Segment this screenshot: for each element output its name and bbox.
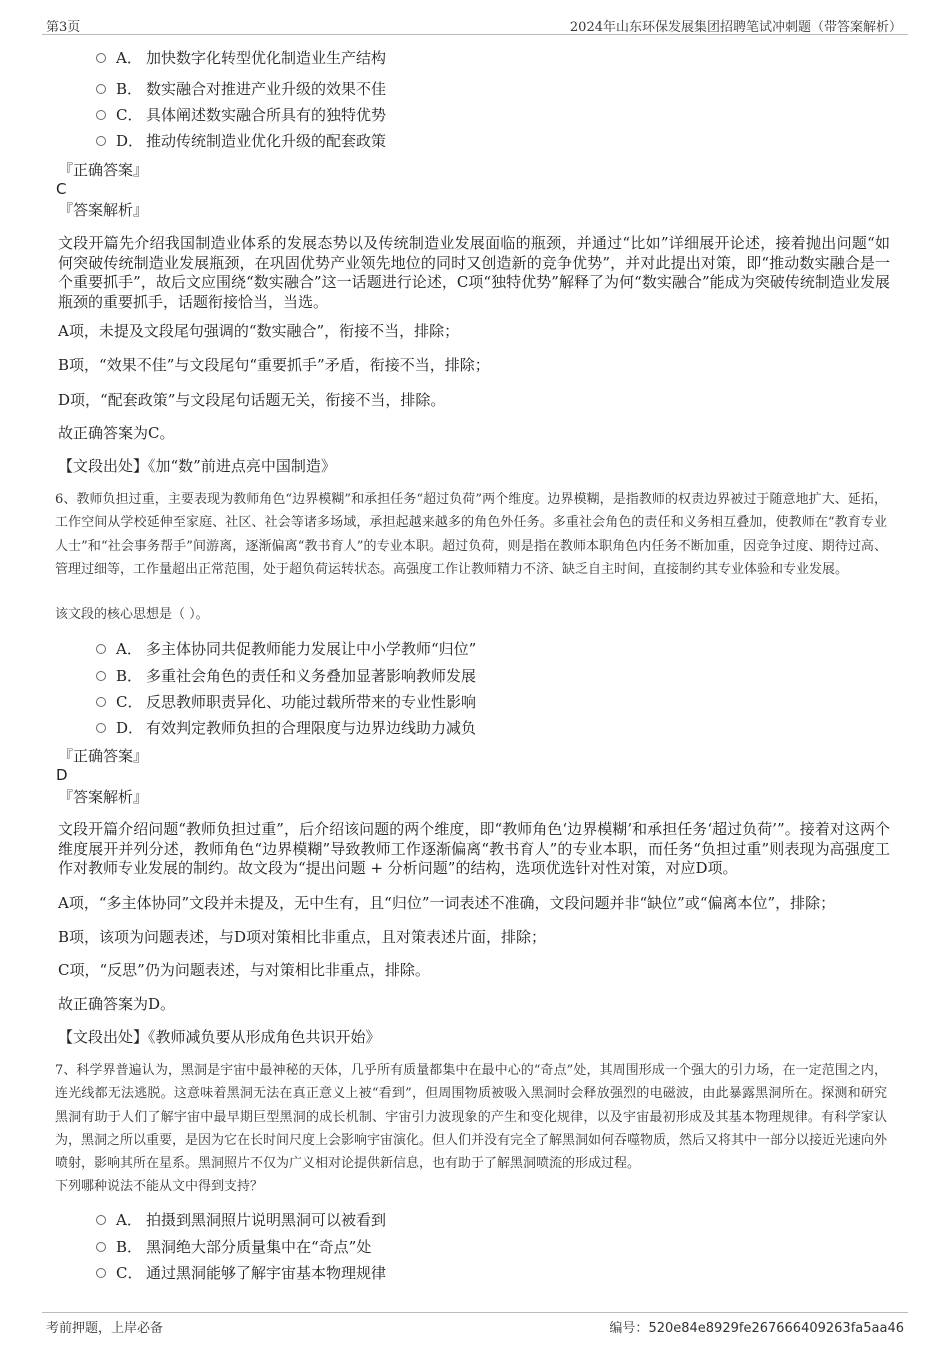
q6-option-c[interactable]: C． 反思教师职责异化、功能过载所带来的专业性影响 — [96, 691, 476, 713]
document-code-label: 编号： — [609, 1321, 649, 1336]
q6-analysis-c: C项，“反思”仍为问题表述，与对策相比非重点，排除。 — [58, 961, 430, 979]
document-code — [609, 1317, 904, 1336]
q7-option-b[interactable]: B． 黑洞绝大部分质量集中在“奇点”处 — [96, 1236, 371, 1258]
q6-answer: D — [56, 766, 68, 784]
q6-option-d[interactable]: D． 有效判定教师负担的合理限度与边界边线助力减负 — [96, 717, 476, 739]
page-number: 第3页 — [46, 20, 81, 35]
radio-icon[interactable] — [96, 697, 106, 707]
radio-icon[interactable] — [96, 671, 106, 681]
q7-question: 下列哪种说法不能从文中得到支持？ — [55, 1179, 264, 1194]
q6-question: 该文段的核心思想是（ ）。 — [55, 607, 209, 622]
radio-icon[interactable] — [96, 110, 106, 120]
page-footer — [42, 1312, 908, 1335]
q5-answer: C — [56, 180, 67, 198]
footer-slogan: 考前押题，上岸必备 — [46, 1321, 164, 1336]
radio-icon[interactable] — [96, 1242, 106, 1252]
q6-stem: 6、教师负担过重，主要表现为教师角色“边界模糊”和承担任务“超过负荷”两个维度。边界模糊，是指教师的权责边界被过于随意地扩大、延拓，工作空间从学校延伸至家庭、社区、社会等诸多场域，承担起越来越多的角色外任务。多重社会角色的责任和义务相互叠加，使教师在“教育专业人士”和“社会事务帮手”间游离，逐渐偏离“教书育人”的专业本职。超过负荷，则是指在教师本职角色内任务不断加重，因竞争过度、期待过高、管理过细等，工作量超出正常范围，处于超负荷运转状态。高强度工作让教师精力不济、缺乏自主时间，直接制约其专业体验和专业发展。 — [55, 492, 887, 577]
q7-stem: 7、科学界普遍认为，黑洞是宇宙中最神秘的天体，几乎所有质量都集中在最中心的“奇点”处，其周围形成一个强大的引力场，在一定范围之内，连光线都无法逃脱。这意味着黑洞无法在真正意义上被“看到”，但周围物质被吸入黑洞时会释放强烈的电磁波，由此暴露黑洞所在。探测和研究黑洞有助于人们了解宇宙中最早期巨型黑洞的成长机制、宇宙引力波现象的产生和变化规律，以及宇宙最初形成及其基本物理规律。有科学家认为，黑洞之所以重要，是因为它在长时间尺度上会影响宇宙演化。但人们并没有完全了解黑洞如何吞噬物质，然后又将其中一部分以接近光速向外喷射，影响其所在星系。黑洞照片不仅为广义相对论提供新信息，也有助于了解黑洞喷流的形成过程。 — [55, 1063, 888, 1172]
q5-conclusion: 故正确答案为C。 — [58, 424, 175, 442]
q6-analysis-b: B项，该项为问题表述，与D项对策相比非重点，且对策表述片面，排除； — [58, 928, 547, 946]
q5-analysis: 文段开篇先介绍我国制造业体系的发展态势以及传统制造业发展面临的瓶颈，并通过“比如”详细展开论述，接着抛出问题“如何突破传统制造业发展瓶颈，在巩固优势产业领先地位的同时又创造新的竞争优势”，并对此提出对策，即“推动数实融合是一个重要抓手”，故后文应围绕“数实融合”这一话题进行论述，C项“独特优势”解释了为何“数实融合”能成为突破传统制造业发展瓶颈的重要抓手，话题衔接恰当，当选。 — [58, 234, 890, 311]
radio-icon[interactable] — [96, 1215, 106, 1225]
q5-option-d[interactable]: D． 推动传统制造业优化升级的配套政策 — [96, 130, 386, 152]
q6-answer-label: 『正确答案』 — [58, 747, 149, 765]
radio-icon[interactable] — [96, 136, 106, 146]
radio-icon[interactable] — [96, 1268, 106, 1278]
q6-analysis-a: A项，“多主体协同”文段并未提及，无中生有，且“归位”一词表述不准确，文段问题并非“缺位”或“偏离本位”，排除； — [58, 894, 836, 912]
q6-analysis: 文段开篇介绍问题“教师负担过重”，后介绍该问题的两个维度，即“教师角色‘边界模糊’和承担任务‘超过负荷’”。接着对这两个维度展开并列分述，教师角色“边界模糊”导致教师工作逐渐偏离“教书育人”的专业本职，而任务“负担过重”则表现为高强度工作对教师专业发展的制约。故文段为“提出问题 + 分析问题”的结构，选项优选针对性对策，对应D项。 — [58, 820, 890, 877]
q5-option-a[interactable]: A． 加快数字化转型优化制造业生产结构 — [96, 47, 386, 69]
q5-source: 【文段出处】《加“数”前进点亮中国制造》 — [58, 457, 336, 475]
q5-answer-label: 『正确答案』 — [58, 161, 149, 179]
q7-option-a[interactable]: A． 拍摄到黑洞照片说明黑洞可以被看到 — [96, 1209, 386, 1231]
q6-source: 【文段出处】《教师减负要从形成角色共识开始》 — [58, 1028, 381, 1046]
q5-analysis-a: A项，未提及文段尾句强调的“数实融合”，衔接不当，排除； — [58, 322, 460, 340]
q6-option-b[interactable]: B． 多重社会角色的责任和义务叠加显著影响教师发展 — [96, 665, 476, 687]
document-title: 2024年山东环保发展集团招聘笔试冲刺题（带答案解析） — [569, 20, 902, 35]
page-header — [42, 14, 908, 35]
radio-icon[interactable] — [96, 53, 106, 63]
q5-option-b[interactable]: B． 数实融合对推进产业升级的效果不佳 — [96, 78, 386, 100]
q6-option-a[interactable]: A． 多主体协同共促教师能力发展让中小学教师“归位” — [96, 638, 476, 660]
document-code-value: 520e84e8929fe267666409263fa5aa46 — [648, 1321, 904, 1336]
radio-icon[interactable] — [96, 644, 106, 654]
q5-analysis-label: 『答案解析』 — [58, 201, 149, 219]
q5-option-c[interactable]: C． 具体阐述数实融合所具有的独特优势 — [96, 104, 386, 126]
radio-icon[interactable] — [96, 84, 106, 94]
radio-icon[interactable] — [96, 723, 106, 733]
q5-analysis-b: B项，“效果不佳”与文段尾句“重要抓手”矛盾，衔接不当，排除； — [58, 356, 490, 374]
q6-analysis-label: 『答案解析』 — [58, 788, 149, 806]
q7-option-c[interactable]: C． 通过黑洞能够了解宇宙基本物理规律 — [96, 1262, 386, 1284]
q5-analysis-d: D项，“配套政策”与文段尾句话题无关，衔接不当，排除。 — [58, 391, 446, 409]
q6-conclusion: 故正确答案为D。 — [58, 995, 176, 1013]
